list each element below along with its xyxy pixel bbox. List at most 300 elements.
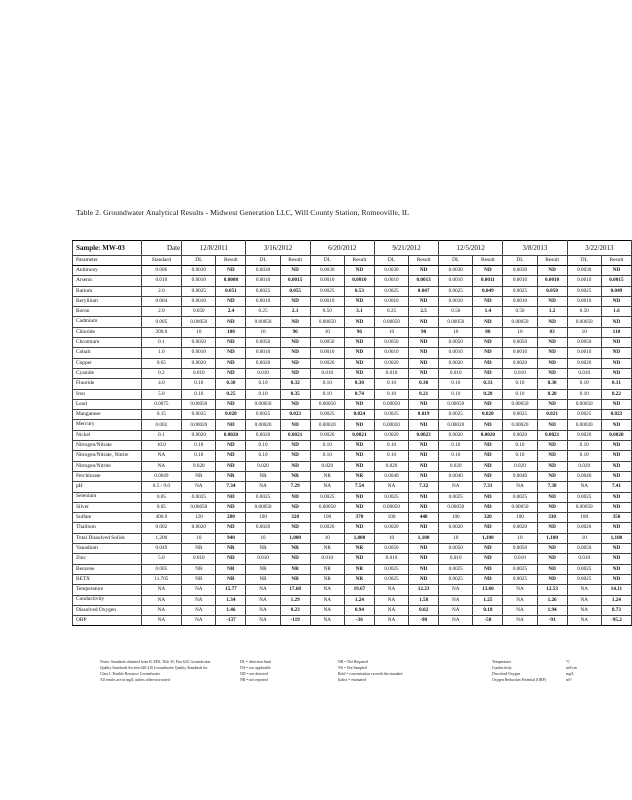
result-value: -95.2 (601, 616, 631, 626)
result-value: ND (280, 338, 310, 348)
detection-limit: 0.10 (567, 379, 601, 389)
detection-limit: 0.010 (310, 554, 344, 564)
result-value: NR (216, 471, 246, 481)
table-row (73, 513, 632, 523)
result-value: ND (601, 492, 631, 502)
detection-limit: 0.0050 (310, 338, 344, 348)
detection-limit: NA (182, 616, 216, 626)
detection-limit: 0.010 (246, 554, 280, 564)
standard-value: 6.5 - 9.0 (141, 482, 182, 492)
result-value: 280 (216, 513, 246, 523)
detection-limit: 0.0050 (439, 544, 473, 554)
detection-limit: 0.00020 (310, 420, 344, 430)
standard-value: 1.0 (141, 348, 182, 358)
detection-limit: 0.0050 (439, 338, 473, 348)
result-value: 0.0010 (344, 276, 374, 286)
column-header: DL (246, 256, 280, 266)
standard-value: 2.0 (141, 286, 182, 296)
detection-limit: 0.0010 (439, 276, 473, 286)
result-value: ND (409, 338, 439, 348)
detection-limit: 0.0010 (246, 276, 280, 286)
detection-limit: 0.00050 (374, 502, 408, 512)
result-value: 0.0013 (409, 276, 439, 286)
detection-limit: 0.0025 (310, 410, 344, 420)
result-value: ND (409, 492, 439, 502)
detection-limit: 0.10 (567, 389, 601, 399)
sample-date: 12/8/2011 (182, 241, 246, 256)
detection-limit: 0.10 (246, 379, 280, 389)
result-value: ND (537, 564, 567, 574)
note-line: mV (566, 678, 572, 682)
standard-value: 0.1 (141, 338, 182, 348)
detection-limit: NA (503, 585, 537, 595)
detection-limit: 0.00020 (439, 420, 473, 430)
column-header: Parameter (73, 256, 142, 266)
detection-limit: NA (374, 585, 408, 595)
detection-limit: NA (310, 595, 344, 605)
detection-limit: 0.0025 (182, 410, 216, 420)
detection-limit: 0.0025 (567, 286, 601, 296)
result-value: ND (280, 554, 310, 564)
table-row (73, 471, 632, 481)
table-row (73, 554, 632, 564)
detection-limit: 0.010 (439, 368, 473, 378)
result-value: ND (473, 338, 503, 348)
detection-limit: NA (567, 585, 601, 595)
detection-limit: 0.010 (374, 554, 408, 564)
table-row (73, 574, 632, 584)
result-value: 90 (409, 327, 439, 337)
result-value: ND (473, 544, 503, 554)
detection-limit: 0.00050 (503, 399, 537, 409)
detection-limit: 0.10 (182, 451, 216, 461)
result-value: ND (344, 523, 374, 533)
standard-value: 0.1 (141, 430, 182, 440)
column-header: DL (439, 256, 473, 266)
detection-limit: NR (310, 471, 344, 481)
detection-limit: 0.0025 (246, 286, 280, 296)
detection-limit: 0.00020 (567, 420, 601, 430)
standard-value: NA (141, 461, 182, 471)
detection-limit: 0.0020 (182, 523, 216, 533)
result-value: ND (601, 554, 631, 564)
detection-limit: 0.0020 (374, 430, 408, 440)
detection-limit: 10 (246, 327, 280, 337)
result-value: 7.32 (409, 482, 439, 492)
result-value: ND (537, 492, 567, 502)
result-value: ND (344, 317, 374, 327)
detection-limit: 0.0020 (182, 358, 216, 368)
result-value: ND (601, 296, 631, 306)
note-line: NR = Not Required (338, 660, 368, 664)
result-value: 0.31 (601, 379, 631, 389)
result-value: ND (344, 441, 374, 451)
result-value: ND (216, 420, 246, 430)
result-value: ND (473, 348, 503, 358)
detection-limit: 0.00050 (439, 399, 473, 409)
standard-value: NA (141, 585, 182, 595)
result-value: 320 (280, 513, 310, 523)
result-value: ND (280, 399, 310, 409)
result-value: 0.20 (537, 389, 567, 399)
detection-limit: 0.0025 (567, 574, 601, 584)
detection-limit: 0.0020 (567, 523, 601, 533)
detection-limit: 10 (503, 327, 537, 337)
result-value: 1.46 (216, 605, 246, 615)
result-value: ND (344, 399, 374, 409)
standard-value: NA (141, 605, 182, 615)
detection-limit: 0.10 (503, 389, 537, 399)
column-header: Result (537, 256, 567, 266)
parameter-name: Chromium (73, 338, 142, 348)
result-value: 0.055 (280, 286, 310, 296)
detection-limit: NR (182, 471, 216, 481)
standard-value: 0.2 (141, 368, 182, 378)
parameter-name: Thallium (73, 523, 142, 533)
result-value: ND (537, 502, 567, 512)
result-value: 0.047 (409, 286, 439, 296)
result-value: ND (280, 441, 310, 451)
result-value: 15.77 (216, 585, 246, 595)
result-value: 0.28 (473, 389, 503, 399)
parameter-name: Zinc (73, 554, 142, 564)
result-value: ND (280, 358, 310, 368)
result-value: 0.53 (344, 286, 374, 296)
detection-limit: 0.0020 (439, 430, 473, 440)
result-value: 330 (537, 513, 567, 523)
detection-limit: 10 (567, 327, 601, 337)
result-value: ND (409, 574, 439, 584)
detection-limit: 0.00050 (503, 317, 537, 327)
parameter-name: Chloride (73, 327, 142, 337)
result-value: 350 (601, 513, 631, 523)
result-value: 0.0020 (601, 430, 631, 440)
result-value: 0.049 (601, 286, 631, 296)
result-value: NR (344, 471, 374, 481)
detection-limit: 0.50 (310, 307, 344, 317)
detection-limit: 0.0025 (246, 410, 280, 420)
result-value: 96 (280, 327, 310, 337)
result-value: 1.29 (280, 595, 310, 605)
result-value: NR (344, 544, 374, 554)
sample-date: 3/22/2013 (567, 241, 631, 256)
standard-value: 2.0 (141, 307, 182, 317)
sample-date: 3/16/2012 (246, 241, 310, 256)
result-value: ND (601, 358, 631, 368)
detection-limit: 0.0030 (439, 266, 473, 276)
result-value: ND (473, 564, 503, 574)
result-value: 7.34 (216, 482, 246, 492)
detection-limit: 0.0010 (374, 276, 408, 286)
results-table (72, 240, 632, 626)
result-value: ND (409, 358, 439, 368)
detection-limit: 0.010 (310, 368, 344, 378)
result-value: ND (473, 296, 503, 306)
detection-limit: 0.10 (503, 379, 537, 389)
detection-limit: 0.0025 (503, 286, 537, 296)
result-value: ND (601, 266, 631, 276)
standard-value: 0.65 (141, 358, 182, 368)
detection-limit: 0.10 (374, 451, 408, 461)
parameter-name: Iron (73, 389, 142, 399)
detection-limit: NA (439, 595, 473, 605)
result-value: 0.0021 (344, 430, 374, 440)
result-value: 1.24 (344, 595, 374, 605)
results-table-container (72, 240, 624, 656)
result-value: ND (601, 574, 631, 584)
result-value: ND (216, 296, 246, 306)
detection-limit: 0.00050 (374, 317, 408, 327)
standard-value: 0.0075 (141, 399, 182, 409)
parameter-name: Temperature (73, 585, 142, 595)
result-value: ND (601, 471, 631, 481)
detection-limit: 0.0025 (439, 564, 473, 574)
result-value: ND (409, 420, 439, 430)
table-caption: Table 2. Groundwater Analytical Results - Midwest Generation LLC, Will County Station, Romeoville, IL (76, 208, 410, 217)
detection-limit: 0.010 (439, 554, 473, 564)
result-value: ND (537, 441, 567, 451)
sample-date: 6/20/2012 (310, 241, 374, 256)
parameter-name: Vanadium (73, 544, 142, 554)
detection-limit: NA (439, 585, 473, 595)
standard-value: 0.05 (141, 492, 182, 502)
parameter-name: Nitrogen/Nitrate, Nitrite (73, 451, 142, 461)
result-value: 1.2 (537, 307, 567, 317)
result-value: 0.0020 (473, 430, 503, 440)
result-value: 0.021 (537, 410, 567, 420)
standard-value: NA (141, 595, 182, 605)
result-value: NR (216, 574, 246, 584)
result-value: ND (601, 461, 631, 471)
detection-limit: 10 (310, 327, 344, 337)
result-value: 320 (473, 513, 503, 523)
detection-limit: NA (246, 585, 280, 595)
result-value: ND (216, 554, 246, 564)
result-value: ND (409, 471, 439, 481)
note-line: Conductivity (492, 666, 512, 670)
standard-value: NA (141, 616, 182, 626)
result-value: 0.30 (344, 379, 374, 389)
date-label: Date (141, 241, 182, 256)
result-value: ND (216, 358, 246, 368)
result-value: 0.0021 (280, 430, 310, 440)
note-line: °C (566, 660, 571, 664)
detection-limit: 0.010 (567, 368, 601, 378)
column-header: DL (567, 256, 601, 266)
detection-limit: 0.0020 (503, 430, 537, 440)
detection-limit: 0.0010 (439, 296, 473, 306)
note-line: Bold = concentration exceeds the standard (338, 672, 403, 676)
detection-limit: 0.0025 (439, 574, 473, 584)
detection-limit: 100 (567, 513, 601, 523)
sample-date: 9/21/2012 (374, 241, 438, 256)
note-line: All results are in mg/L unless otherwise noted (100, 678, 170, 682)
result-value: NR (216, 544, 246, 554)
note-line: mS/cm (566, 666, 577, 670)
result-value: ND (409, 502, 439, 512)
detection-limit: 0.020 (182, 461, 216, 471)
result-value: 1,000 (280, 533, 310, 543)
standard-value: 0.049 (141, 544, 182, 554)
detection-limit: 0.0025 (503, 564, 537, 574)
result-value: ND (473, 266, 503, 276)
table-row (73, 379, 632, 389)
standard-value: 0.010 (141, 276, 182, 286)
detection-limit: 0.0020 (310, 358, 344, 368)
result-value: 1.58 (409, 595, 439, 605)
result-value: ND (601, 399, 631, 409)
note-line: Italics = estimated (338, 678, 366, 682)
result-value: ND (344, 492, 374, 502)
result-value: 7.29 (280, 482, 310, 492)
note-line: Quality Standards Section 620.410 Groundwater Quality Standards for (100, 666, 208, 670)
detection-limit: 0.0050 (246, 338, 280, 348)
result-value: ND (344, 338, 374, 348)
result-value: ND (409, 348, 439, 358)
detection-limit: 0.50 (439, 307, 473, 317)
detection-limit: 0.10 (567, 441, 601, 451)
detection-limit: NA (310, 605, 344, 615)
detection-limit: 0.10 (439, 451, 473, 461)
table-row (73, 595, 632, 605)
standard-value: 0.006 (141, 266, 182, 276)
result-value: ND (280, 266, 310, 276)
result-value: 0.020 (216, 410, 246, 420)
result-value: ND (344, 266, 374, 276)
result-value: 83 (537, 327, 567, 337)
detection-limit: 0.00050 (567, 317, 601, 327)
table-row (73, 502, 632, 512)
column-header: Standard (141, 256, 182, 266)
table-row (73, 441, 632, 451)
detection-limit: NR (310, 574, 344, 584)
standard-value: 4.0 (141, 379, 182, 389)
detection-limit: 0.10 (310, 451, 344, 461)
table-row (73, 286, 632, 296)
result-value: 19.67 (344, 585, 374, 595)
result-value: 0.30 (409, 379, 439, 389)
result-value: ND (601, 368, 631, 378)
parameter-name: Copper (73, 358, 142, 368)
detection-limit: 100 (374, 513, 408, 523)
sample-date: 3/8/2013 (503, 241, 567, 256)
detection-limit: 0.0025 (310, 286, 344, 296)
note-line: Temperature (492, 660, 512, 664)
detection-limit: 0.10 (374, 389, 408, 399)
detection-limit: 100 (503, 513, 537, 523)
parameter-name: Barium (73, 286, 142, 296)
detection-limit: 0.0025 (374, 286, 408, 296)
detection-limit: 0.0010 (310, 276, 344, 286)
detection-limit: NA (439, 616, 473, 626)
detection-limit: 0.0050 (503, 544, 537, 554)
result-value: ND (216, 502, 246, 512)
note-line: DL = detection limit (240, 660, 271, 664)
result-value: 7.54 (344, 482, 374, 492)
detection-limit: 10 (182, 533, 216, 543)
result-value: 17.68 (280, 585, 310, 595)
detection-limit: 0.0030 (182, 266, 216, 276)
detection-limit: NA (503, 482, 537, 492)
column-header: DL (310, 256, 344, 266)
result-value: 0.049 (473, 286, 503, 296)
detection-limit: 0.00050 (439, 502, 473, 512)
result-value: ND (409, 317, 439, 327)
detection-limit: 0.0010 (182, 348, 216, 358)
parameter-name: Beryllium (73, 296, 142, 306)
result-value: ND (537, 399, 567, 409)
result-value: ND (216, 451, 246, 461)
result-value: ND (473, 441, 503, 451)
detection-limit: 0.0020 (246, 523, 280, 533)
detection-limit: NA (246, 605, 280, 615)
detection-limit: 0.10 (439, 389, 473, 399)
standard-value: 0.05 (141, 502, 182, 512)
detection-limit: NA (374, 605, 408, 615)
column-header: Result (473, 256, 503, 266)
detection-limit: 0.10 (374, 441, 408, 451)
detection-limit: NA (567, 595, 601, 605)
standard-value: 0.0049 (141, 471, 182, 481)
detection-limit: NA (182, 585, 216, 595)
detection-limit: 0.00020 (182, 420, 216, 430)
detection-limit: 10 (246, 533, 280, 543)
result-value: ND (601, 420, 631, 430)
result-value: ND (280, 451, 310, 461)
parameter-name: Lead (73, 399, 142, 409)
standard-value: 1,200 (141, 533, 182, 543)
detection-limit: 0.0010 (503, 348, 537, 358)
detection-limit: 0.10 (439, 441, 473, 451)
detection-limit: NA (439, 482, 473, 492)
result-value: 0.18 (473, 605, 503, 615)
result-value: 940 (216, 533, 246, 543)
parameter-name: Cadmium (73, 317, 142, 327)
result-value: ND (280, 348, 310, 358)
detection-limit: 0.00050 (182, 502, 216, 512)
detection-limit: 0.0040 (374, 471, 408, 481)
detection-limit: NA (246, 595, 280, 605)
result-value: 0.35 (280, 389, 310, 399)
detection-limit: 0.10 (182, 441, 216, 451)
result-value: ND (280, 492, 310, 502)
detection-limit: 0.0010 (246, 296, 280, 306)
standard-value: 5.0 (141, 554, 182, 564)
result-value: ND (537, 296, 567, 306)
detection-limit: 0.0010 (503, 276, 537, 286)
result-value: 0.0021 (537, 430, 567, 440)
table-row (73, 492, 632, 502)
table-row (73, 430, 632, 440)
detection-limit: 0.0010 (567, 296, 601, 306)
result-value: -137 (216, 616, 246, 626)
detection-limit: 10 (182, 327, 216, 337)
detection-limit: 0.00050 (182, 317, 216, 327)
result-value: ND (409, 441, 439, 451)
detection-limit: 0.0010 (374, 296, 408, 306)
detection-limit: 10 (503, 533, 537, 543)
result-value: ND (601, 338, 631, 348)
result-value: 1.94 (537, 605, 567, 615)
detection-limit: 0.0020 (374, 358, 408, 368)
result-value: 0.0023 (409, 430, 439, 440)
column-header: Result (344, 256, 374, 266)
detection-limit: 0.0040 (503, 471, 537, 481)
note-line: NS = Not Sampled (338, 666, 367, 670)
result-value: 0.21 (409, 389, 439, 399)
column-header: DL (374, 256, 408, 266)
detection-limit: NA (374, 595, 408, 605)
